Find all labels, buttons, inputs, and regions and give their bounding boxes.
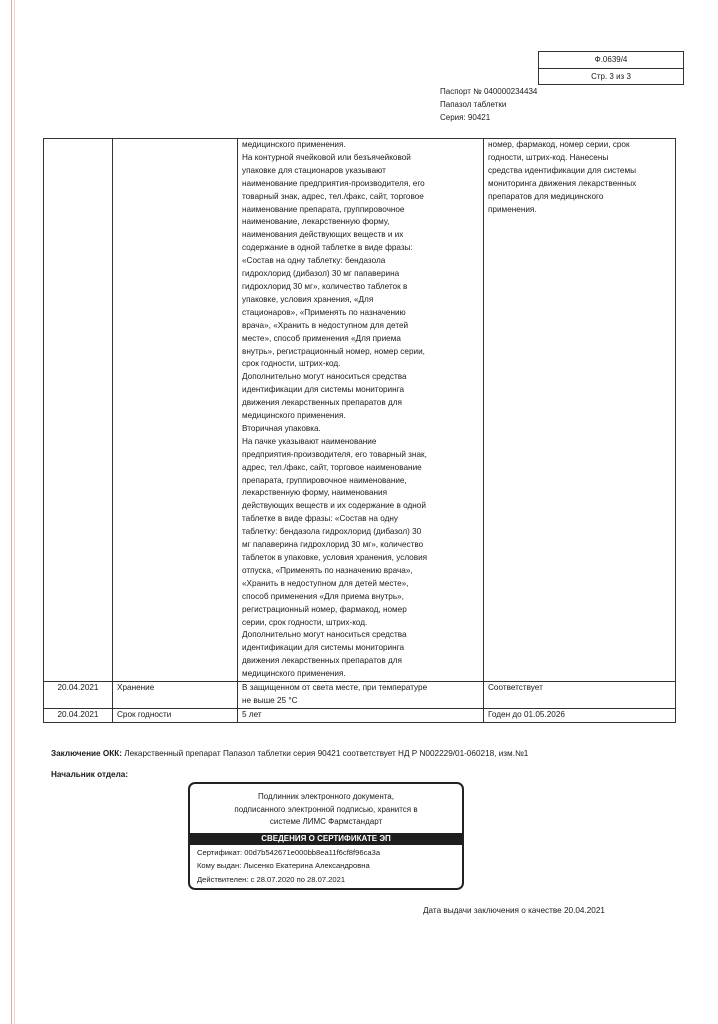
text-line: препаратов для медицинского [488,191,604,201]
passport-number: Паспорт № 040000234434 [440,87,538,96]
electronic-signature-stamp [188,782,464,890]
text-line: идентификации для системы мониторинга [242,385,405,395]
text-line: движения лекарственных препаратов для [242,656,402,666]
product-name: Папазол таблетки [440,100,507,109]
text-line: наименование, лекарственную форму, [242,217,390,227]
stamp-line: системе ЛИМС Фармстандарт [269,817,383,826]
text-line: таблетку: бендазола гидрохлорид (дибазол) 30 [242,527,422,537]
page-number: Стр. 3 из 3 [591,72,631,81]
text-line: отпуска, «Применять по назначению врача», [242,565,413,575]
date-cell: 20.04.2021 [44,709,113,723]
text-line: лекарственную форму, наименования [242,488,388,498]
requirement-cell: 5 лет [238,709,484,723]
requirement-cell [238,139,484,682]
department-head-label: Начальник отдела: [51,770,129,779]
indicator-cell: Хранение [113,682,238,709]
text-line: наименование предприятия-производителя, его [242,178,425,188]
text-line: предприятия-производителя, его товарный знак, [242,449,427,459]
text-line: стационаров», «Применять по назначению [242,307,406,317]
stamp-line: Подлинник электронного документа, [258,792,394,801]
conclusion-label: Заключение ОКК: [51,749,122,758]
date-cell [44,139,113,682]
text-line: месте», способ применения «Для приема [242,333,401,343]
text-line: наименование препарата, группировочное [242,204,405,214]
issue-date: Дата выдачи заключения о качестве 20.04.2021 [423,906,605,915]
text-line: врача», «Хранить в недоступном для детей [242,320,409,330]
text-line: На контурной ячейковой или безъячейковой [242,152,411,162]
result-cell: Годен до 01.05.2026 [484,709,676,723]
text-line: наименования действующих веществ и их [242,230,404,240]
result-cell [484,139,676,682]
text-line: Дополнительно могут наноситься средства [242,372,407,382]
text-line: внутрь», регистрационный номер, номер серии, [242,346,425,356]
batch-number: Серия: 90421 [440,113,491,122]
text-line: серии, срок годности, штрих-код. [242,617,368,627]
text-line: мониторинга движения лекарственных [488,178,637,188]
text-line: таблеток в упаковке, условия хранения, условия [242,553,428,562]
text-line: номер, фармакод, номер серии, срок [488,140,630,149]
text-line: упаковке для стационаров указывают [242,165,386,175]
text-line: упаковке, условия хранения, «Для [242,294,374,304]
text-line: препарата, группировочное наименование, [242,475,407,485]
requirement-cell [238,682,484,709]
conclusion-text: Лекарственный препарат Папазол таблетки серия 90421 соответствует НД Р N002229/01-060218, изм.№1 [121,749,529,758]
text-line: мг папаверина гидрохлорид 30 мг», количество [242,540,424,550]
text-line: содержание в одной таблетке в виде фразы: [242,243,413,253]
text-line: медицинского применения. [242,411,346,421]
certificate-number: Сертификат: 00d7b542671e000bb8ea11f6cf8f96ca3a [197,847,381,857]
text-line: способ применения «Для приема внутрь», [242,591,404,601]
text-line: адрес, тел./факс, сайт, торговое наименование [242,462,422,472]
text-line: Вторичная упаковка. [242,423,321,433]
text-line: движения лекарственных препаратов для [242,398,402,408]
text-line: Дополнительно могут наноситься средства [242,630,407,640]
text-line: годности, штрих-код. Нанесены [488,152,609,162]
text-line: идентификации для системы мониторинга [242,643,405,653]
text-line: таблетке в виде фразы: «Состав на одну [242,514,399,524]
text-line: гидрохлорид 30 мг», количество таблеток в [242,281,408,291]
text-line: медицинского применения. [242,669,346,679]
requirement-line: не выше 25 °С [242,695,298,705]
quality-table [43,138,676,723]
certificate-owner: Кому выдан: Лысенко Екатерина Александровна [197,861,370,870]
text-line: срок годности, штрих-код. [242,359,341,369]
form-code-box [538,51,684,85]
table-row-storage [44,682,676,709]
indicator-cell [113,139,238,682]
passport-info [440,85,537,124]
text-line: товарный знак, адрес, тел./факс, сайт, торговое [242,191,424,201]
page-margin-line [11,0,12,1024]
form-code: Ф.0639/4 [539,52,683,69]
requirement-line: В защищенном от света месте, при температуре [242,683,428,693]
indicator-cell: Срок годности [113,709,238,723]
text-line: На пачке указывают наименование [242,436,377,446]
text-line: действующих веществ и их содержание в одной [242,501,426,511]
text-line: медицинского применения. [242,140,346,149]
page-margin-line-secondary [14,0,15,1024]
certificate-header: СВЕДЕНИЯ О СЕРТИФИКАТЕ ЭП [190,833,462,845]
qc-conclusion [51,749,528,758]
table-row-shelf-life [44,709,676,723]
text-line: «Состав на одну таблетку: бендазола [242,256,386,266]
stamp-line: подписанного электронной подписью, хранится в [234,804,418,814]
text-line: средства идентификации для системы [488,165,636,175]
certificate-validity: Действителен: с 28.07.2020 по 28.07.2021 [197,874,346,884]
text-line: гидрохлорид (дибазол) 30 мг папаверина [242,269,400,279]
text-line: применения. [488,204,537,214]
text-line: регистрационный номер, фармакод, номер [242,604,407,614]
result-cell: Соответствует [484,682,676,709]
date-cell: 20.04.2021 [44,682,113,709]
text-line: «Хранить в недоступном для детей месте», [242,578,409,588]
table-row-continuation [44,139,676,682]
